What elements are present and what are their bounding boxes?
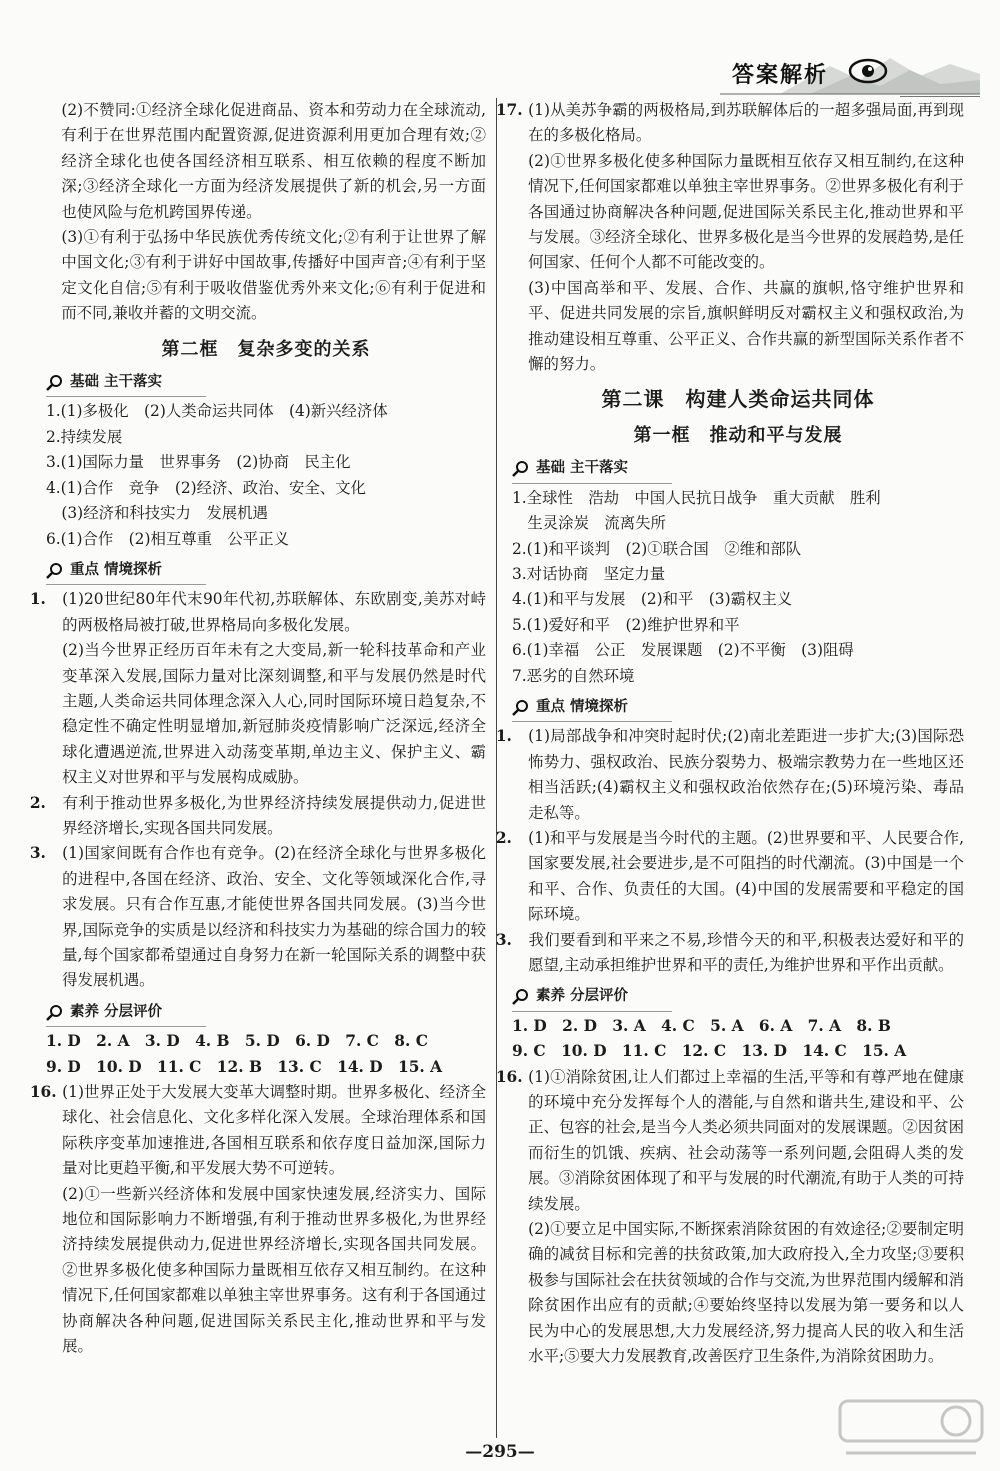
magnifier-icon <box>512 699 530 717</box>
magnifier-icon <box>512 988 530 1006</box>
answer-line: 4.(1)和平与发展 (2)和平 (3)霸权主义 <box>512 590 793 609</box>
answer-item: (2)①一些新兴经济体和发展中国家快速发展,经济实力、国际地位和国际影响力不断增强,有利于推动世界多极化,为世界经济持续发展提供动力,促进世界经济增长,实现各国共同发展。②世界多极化使多种国际力量既相互依存又相互制约。在这种情况下,任何国家都难以单独主宰世界事务。这有利于各国通过协商解决各种问题,促进国际关系民主化,推动世界和平与发展。 <box>62 1184 486 1356</box>
answer-line: 3.对话协商 坚定力量 <box>512 564 666 583</box>
section-heading-text: 基础 主干落实 <box>70 374 163 391</box>
answer-line: 2.(1)和平谈判 (2)①联合国 ②维和部队 <box>512 539 802 558</box>
answer-item: 1. (1)局部战争和冲突时起时伏;(2)南北差距进一步扩大;(3)国际恐怖势力、强权政治、民族分裂势力、极端宗教势力在一些地区还相当活跃;(4)霸权主义和强权政治依然存在;(5)环境污染、毒品走私等。 <box>495 727 964 822</box>
answer-line: 2.持续发展 <box>46 427 123 446</box>
answer-line: 6.(1)合作 (2)相互尊重 公平正义 <box>46 529 289 548</box>
magnifier-icon <box>512 460 530 478</box>
answer-line: 6.(1)幸福 公正 发展课题 (2)不平衡 (3)阻碍 <box>512 641 854 660</box>
answer-paragraph: (2)不赞同:①经济全球化促进商品、资本和劳动力在全球流动,有利于在世界范围内配置资源,促进资源利用更加合理有效;②经济全球化也使各国经济相互联系、相互依赖的程度不断加深;③经济全球化一方面为经济发展提供了新的机会,另一方面也使风险与危机跨国界传递。 <box>61 101 486 221</box>
section-heading-focus <box>46 558 206 585</box>
section-heading-basic <box>512 456 672 483</box>
magnifier-icon <box>46 374 64 392</box>
answer-line: 7.恶劣的自然环境 <box>512 666 635 685</box>
section-heading-quality <box>46 1000 206 1027</box>
section-heading-text: 基础 主干落实 <box>536 460 629 477</box>
answer-line: (3)经济和科技实力 发展机遇 <box>46 504 268 523</box>
answer-paragraph: (3)①有利于弘扬中华民族优秀传统文化;②有利于让世界了解中国文化;③有利于讲好中国故事,传播好中国声音;④有利于坚定文化自信;⑤有利于吸收借鉴优秀外来文化;⑥有利于促进和而不同,兼收并蓄的文明交流。 <box>61 228 486 323</box>
answer-item: (2)①要立足中国实际,不断探索消除贫困的有效途径;②要制定明确的减贫目标和完善的扶贫政策,加大政府投入,全力攻坚;③要积极参与国际社会在扶贫领域的合作与交流,为世界范围内缓解和消除贫困作出应有的贡献;④要始终坚持以发展为第一要务和以人民为中心的发展思想,大力发展经济,努力提高人民的收入和生活水平;⑤要大力发展教育,改善医疗卫生条件,为消除贫困助力。 <box>528 1220 964 1366</box>
section-heading-text: 重点 情境探析 <box>536 698 629 715</box>
answer-item: 2. (1)和平与发展是当今时代的主题。(2)世界要和平、人民要合作,国家要发展,社会要进步,是不可阻挡的时代潮流。(3)中国是一个和平、合作、负责任的大国。(4)中国的发展需要和平稳定的国际环境。 <box>495 828 964 924</box>
answer-line: 1.(1)多极化 (2)人类命运共同体 (4)新兴经济体 <box>46 402 388 421</box>
answer-item: 16. (1)世界正处于大发展大变革大调整时期。世界多极化、经济全球化、社会信息化、文化多样化深入发展。全球治理体系和国际秩序变革加速推进,各国相互联系和依存度日益加深,国际力量对比更趋平衡,和平发展大势不可逆转。 <box>29 1083 486 1178</box>
watermark-logo-icon <box>836 1395 986 1465</box>
mc-answer-row: 1. D 2. A 3. D 4. B 5. D 6. D 7. C 8. C <box>46 1032 428 1051</box>
magnifier-icon <box>46 562 64 580</box>
left-column <box>29 98 486 1360</box>
header-rule <box>900 96 980 97</box>
answer-item: 1. (1)20世纪80年代末90年代初,苏联解体、东欧剧变,美苏对峙的两极格局被打破,世界格局向多极化发展。 <box>29 590 486 634</box>
frame-title: 第一框 推动和平与发展 <box>633 424 843 446</box>
answer-item: (3)中国高举和平、发展、合作、共赢的旗帜,恪守维护世界和平、促进共同发展的宗旨,旗帜鲜明反对霸权主义和强权政治,为推动建设相互尊重、公平正义、合作共赢的新型国际关系作者不懈的努力。 <box>528 278 964 374</box>
right-column <box>495 98 964 1370</box>
answer-line: 生灵涂炭 流离失所 <box>512 514 666 533</box>
answer-line: 1.全球性 浩劫 中国人民抗日战争 重大贡献 胜利 <box>512 488 881 507</box>
answer-item: 17. (1)从美苏争霸的两极格局,到苏联解体后的一超多强局面,再到现在的多极化格局。 <box>495 101 964 145</box>
answer-item: (2)①世界多极化使多种国际力量既相互依存又相互制约,在这种情况下,任何国家都难以单独主宰世界事务。②世界多极化有利于各国通过协商解决各种问题,促进国际关系民主化,推动世界和平与发展。③经济全球化、世界多极化是当今世界的发展趋势,是任何国家、任何个人都不可能改变的。 <box>528 151 964 272</box>
column-divider <box>496 98 497 1438</box>
lesson-title: 第二课 构建人类命运共同体 <box>601 387 875 412</box>
answer-line: 4.(1)合作 竞争 (2)经济、政治、安全、文化 <box>46 478 366 497</box>
magnifier-icon <box>46 1004 64 1022</box>
eye-logo-icon <box>848 58 888 84</box>
answer-item: 3. (1)国家间既有合作也有竞争。(2)在经济全球化与世界多极化的进程中,各国在经济、政治、安全、文化等领域深化合作,寻求发展。只有合作互惠,才能使世界各国共同发展。(3)当今世界,国际竞争的实质是以经济和科技实力为基础的综合国力的较量,每个国家都希望通过自身努力在新一轮国际关系的调整中获得发展机遇。 <box>29 844 486 990</box>
answer-item: 3. 我们要看到和平来之不易,珍惜今天的和平,积极表达爱好和平的愿望,主动承担维护世界和平的责任,为维护世界和平作出贡献。 <box>495 930 964 974</box>
page-number: —295— <box>465 1442 535 1462</box>
section-heading-text: 重点 情境探析 <box>70 561 163 578</box>
mc-answer-row: 9. C 10. D 11. C 12. C 13. D 14. C 15. A <box>512 1042 907 1061</box>
mc-answer-row: 1. D 2. D 3. A 4. C 5. A 6. A 7. A 8. B <box>512 1016 891 1035</box>
header-label: 答案解析 <box>732 63 829 88</box>
section-heading-text: 素养 分层评价 <box>536 988 629 1005</box>
mc-answer-row: 9. D 10. D 11. C 12. B 13. C 14. D 15. A <box>46 1057 443 1076</box>
frame-title: 第二框 复杂多变的关系 <box>161 338 371 360</box>
answer-line: 3.(1)国际力量 世界事务 (2)协商 民主化 <box>46 453 351 472</box>
section-heading-focus <box>512 695 672 722</box>
answer-item: (2)当今世界正经历百年未有之大变局,新一轮科技革命和产业变革深入发展,国际力量对比深刻调整,和平与发展仍然是时代主题,人类命运共同体理念深入人心,同时国际环境日趋复杂,不稳定性不确定性明显增加,新冠肺炎疫情影响广泛深远,经济全球化遭遇逆流,世界进入动荡变革期,单边主义、保护主义、霸权主义对世界和平与发展构成威胁。 <box>62 641 486 787</box>
section-heading-basic <box>46 370 206 397</box>
section-heading-quality <box>512 984 672 1011</box>
answer-line: 5.(1)爱好和平 (2)维护世界和平 <box>512 615 740 634</box>
answer-item: 16. (1)①消除贫困,让人们都过上幸福的生活,平等和有尊严地在健康的环境中充分发挥每个人的潜能,与自然和谐共生,建设和平、公正、包容的社会,是当今人类必须共同面对的发展课题。②因贫困而衍生的饥饿、疾病、社会动荡等一系列问题,会阻碍人类的发展。③消除贫困体现了和平与发展的时代潮流,有助于人类的可持续发展。 <box>495 1067 964 1213</box>
section-heading-text: 素养 分层评价 <box>70 1003 163 1020</box>
answer-item: 2. 有利于推动世界多极化,为世界经济持续发展提供动力,促进世界经济增长,实现各国共同发展。 <box>29 793 486 837</box>
